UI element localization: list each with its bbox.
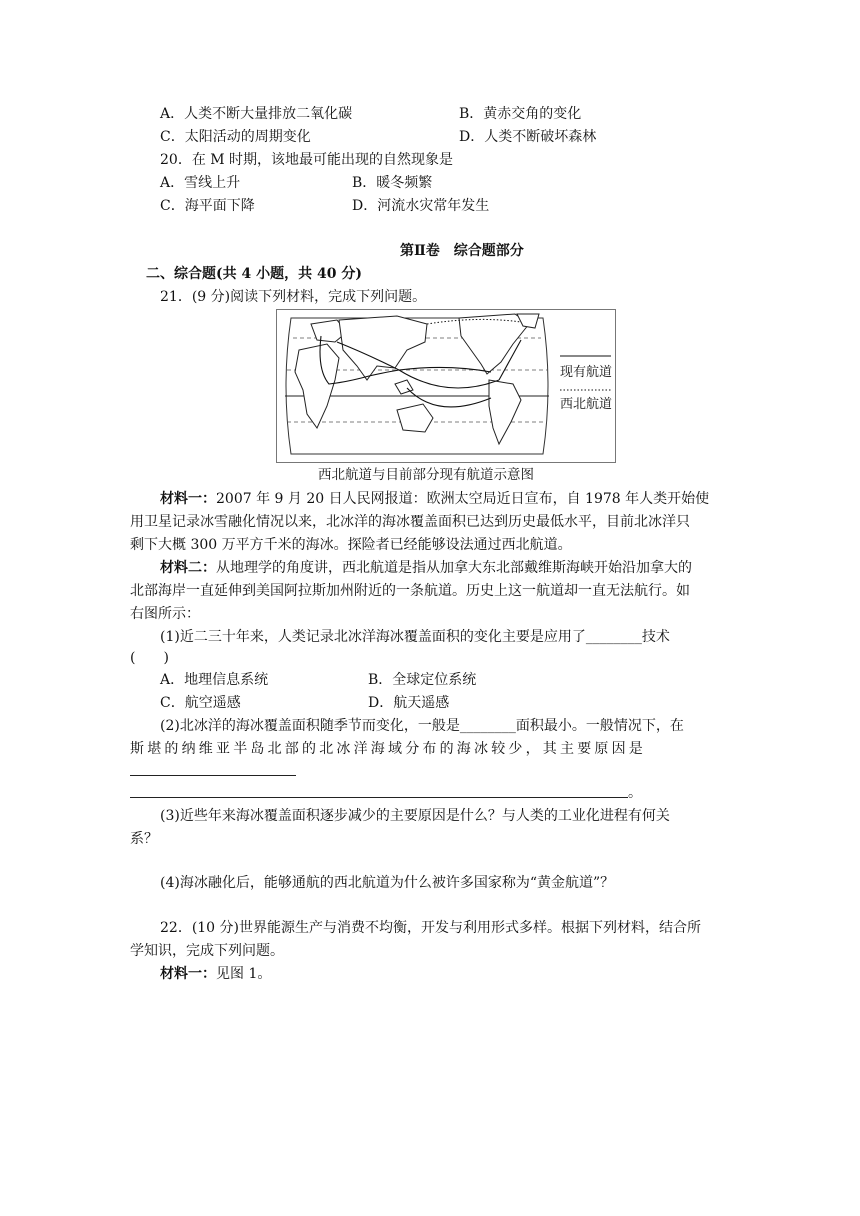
q19-option-b: B．黄赤交角的变化	[459, 106, 582, 122]
sub2-line1: (2)北冰洋的海冰覆盖面积随季节而变化，一般是________面积最小。一般情况下，在	[160, 718, 684, 734]
section-heading: 二、综合题(共 4 小题，共 40 分)	[146, 266, 362, 282]
sub1-option-a: A．地理信息系统	[160, 672, 269, 688]
q20-option-c: C．海平面下降	[160, 198, 255, 214]
route-south-pacific	[407, 388, 491, 407]
legend-existing-label: 现有航道	[560, 365, 613, 380]
sub3-line2: 系？	[130, 831, 158, 847]
sub1-answer-bracket: ( )	[130, 650, 169, 666]
q19-option-c: C．太阳活动的周期变化	[160, 129, 311, 145]
material2-text1: 从地理学的角度讲，西北航道是指从加拿大东北部戴维斯海峡开始沿加拿大的	[216, 560, 692, 576]
sub4-line: (4)海冰融化后，能够通航的西北航道为什么被许多国家称为“黄金航道”？	[160, 875, 615, 891]
sub1-option-d: D．航天遥感	[368, 695, 450, 711]
q22-material1	[160, 964, 271, 984]
sub2-answer-blank-2	[130, 797, 628, 798]
material1-label: 材料一：	[160, 491, 216, 507]
material1-text1: 2007 年 9 月 20 日人民网报道：欧洲太空局近日宣布，自 1978 年人类开始使	[216, 491, 710, 507]
material1-line1	[160, 489, 709, 509]
q22-material1-text: 见图 1。	[216, 966, 272, 982]
q20-stem: 20．在 M 时期，该地最可能出现的自然现象是	[160, 152, 454, 168]
route-pacific-panama	[399, 370, 499, 388]
q20-option-a: A．雪线上升	[160, 175, 241, 191]
sub1-option-c: C．航空遥感	[160, 695, 241, 711]
material2-line2: 北部海岸一直延伸到美国阿拉斯加州附近的一条航道。历史上这一航道却一直无法航行。如	[130, 583, 690, 599]
material2-line3: 右图所示：	[130, 606, 200, 622]
material2-line1	[160, 558, 692, 578]
route-map	[277, 310, 615, 462]
material2-label: 材料二：	[160, 560, 216, 576]
q19-option-d: D．人类不断破坏森林	[459, 129, 597, 145]
australia-shape	[397, 404, 433, 432]
q20-option-b: B．暖冬频繁	[352, 175, 433, 191]
q20-option-d: D．河流水灾常年发生	[352, 198, 490, 214]
south-america-shape	[489, 380, 521, 444]
q22-line2: 学知识，完成下列问题。	[130, 943, 284, 959]
legend-northwest-label: 西北航道	[560, 397, 613, 412]
sub2-answer-blank-1	[130, 775, 296, 776]
sub2-line2: 斯堪的纳维亚半岛北部的北冰洋海域分布的海冰较少，其主要原因是	[130, 741, 646, 757]
material1-line3: 剩下大概 300 万平方千米的海冰。探险者已经能够设法通过西北航道。	[130, 537, 572, 553]
q22-material1-label: 材料一：	[160, 966, 216, 982]
q22-line1: 22．(10 分)世界能源生产与消费不均衡，开发与利用形式多样。根据下列材料，结合所	[160, 920, 702, 936]
q21-stem: 21．(9 分)阅读下列材料，完成下列问题。	[160, 289, 427, 305]
section-title: 第Ⅱ卷 综合题部分	[400, 243, 524, 259]
route-map-figure	[276, 309, 616, 463]
sub2-period: 。	[628, 785, 642, 801]
sub3-line1: (3)近些年来海冰覆盖面积逐步减少的主要原因是什么？与人类的工业化进程有何关	[160, 808, 670, 824]
map-caption: 西北航道与目前部分现有航道示意图	[318, 467, 534, 483]
q19-option-a: A．人类不断大量排放二氧化碳	[160, 106, 353, 122]
africa-shape	[295, 344, 339, 428]
material1-line2: 用卫星记录冰雪融化情况以来，北冰洋的海冰覆盖面积已达到历史最低水平，目前北冰洋只	[130, 514, 690, 530]
sub1-line1: (1)近二三十年来，人类记录北冰洋海冰覆盖面积的变化主要是应用了________技术	[160, 629, 670, 645]
sub1-option-b: B．全球定位系统	[368, 672, 477, 688]
